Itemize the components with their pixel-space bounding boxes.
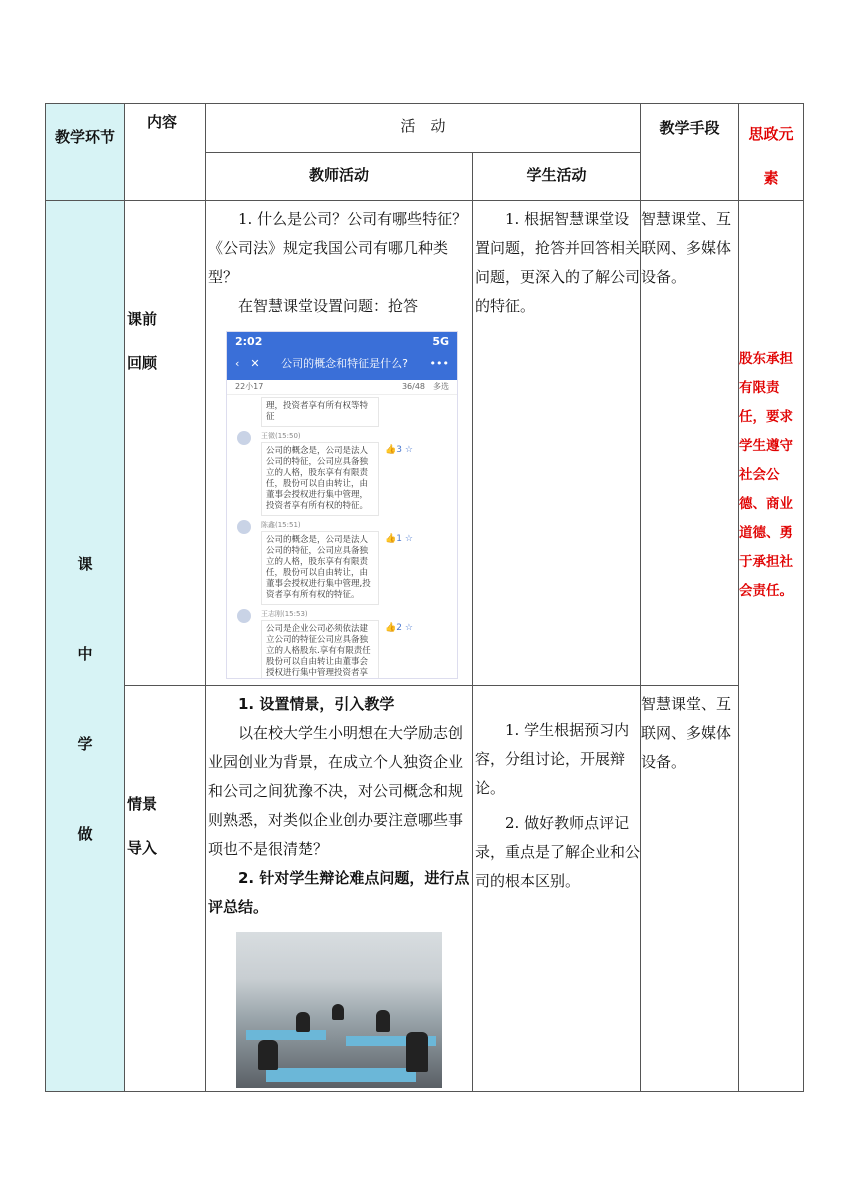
header-student: 学生活动 [473,152,641,201]
row2-means: 智慧课堂、互联网、多媒体设备。 [641,686,739,1092]
lesson-plan-table [45,103,804,1092]
avatar [237,609,251,623]
row2-content: 情景导入 [125,686,206,1092]
header-stage: 教学环节 [46,104,125,201]
row2-student: 1. 学生根据预习内容，分组讨论，开展辩论。 2. 做好教师点评记录，重点是了解企业和公司的根本区别。 [473,686,641,1092]
header-means: 教学手段 [641,104,739,201]
phone-titlebar: 2:02 5G ‹ ✕ 公司的概念和特征是什么? ••• [227,332,457,380]
classroom-photo [236,932,442,1088]
phone-subbar: 22小17 36/48 多选 [227,380,457,395]
stage-cell [46,201,125,1092]
answer-fragment: 理，投资者享有所有权等特征 [261,397,449,427]
row1-means: 智慧课堂、互联网、多媒体设备。 [641,201,739,686]
row2-teacher: 1. 设置情景，引入教学 以在校大学生小明想在大学励志创业园创业为背景，在成立个人独资企业和公司之间犹豫不决，对公司概念和规则熟悉，对类似企业创办要注意哪些事项也不是很清楚？ 2. 针对学生辩论难点问题，进行点评总结。 [206,686,473,1092]
thumbs-up-icon: 👍1 ☆ [385,534,413,544]
thumbs-up-icon: 👍2 ☆ [385,623,413,633]
stage-char: 做 [77,825,93,843]
header-ideology: 思政元素 [739,104,804,201]
thumbs-up-icon: 👍3 ☆ [385,445,413,455]
row1-teacher: 1. 什么是公司？公司有哪些特征？《公司法》规定我国公司有哪几种类型？ 在智慧课堂设置问题：抢答 2:02 5G ‹ ✕ 公司的概念和特征是什么? ••• 22小17 36/48 多选 理，投资者享有所有权等特征 王微(15:50) 公司的概念是，公司是法人公司的特征，公司应具备独立的人格，股东享有有限责任，股份可以自由转让，由董事会授权进行集中管理，投资者享有所有权的特征。 👍3 ☆ 陈鑫(15:51) 公司的概念是，公司是法人公司的特征，公司应具备独立的人格，股东享有有限责任，股份可以自由转让，由董事会授权进行集中管理,投资者享有所有权的特征。 👍1 ☆ 王志刚(15:53) 公司是企业公司必须依法建立公司的特征公司应具备独立的人格股东.享有有限责任股份可以自由转让由董事会授权进行集中管理投资者享 👍2 ☆ [206,201,473,686]
avatar [237,520,251,534]
more-icon: ••• [429,357,449,370]
header-content: 内容 [125,104,206,201]
row1-student: 1. 根据智慧课堂设置问题，抢答并回答相关问题，更深入的了解公司的特征。 [473,201,641,686]
avatar [237,431,251,445]
header-activity: 活 动 [206,104,641,153]
answer-item: 王志刚(15:53) 公司是企业公司必须依法建立公司的特征公司应具备独立的人格股东.享有有限责任股份可以自由转让由董事会授权进行集中管理投资者享 👍2 ☆ [261,609,449,679]
ideology-cell: 股东承担有限责任，要求学生遵守社会公德、商业道德、勇于承担社会责任。 [739,201,804,1092]
stage-char: 学 [77,735,93,753]
stage-char: 中 [77,645,93,663]
row1-content: 课前回顾 [125,201,206,686]
back-icon: ‹ ✕ [235,357,260,370]
header-teacher: 教师活动 [206,152,473,201]
answer-item: 陈鑫(15:51) 公司的概念是，公司是法人公司的特征，公司应具备独立的人格，股东享有有限责任，股份可以自由转让，由董事会授权进行集中管理,投资者享有所有权的特征。 👍1 ☆ [261,520,449,605]
phone-screenshot [226,331,458,679]
stage-char: 课 [77,555,93,573]
answer-item: 王微(15:50) 公司的概念是，公司是法人公司的特征，公司应具备独立的人格，股东享有有限责任，股份可以自由转让，由董事会授权进行集中管理，投资者享有所有权的特征。 👍3 ☆ [261,431,449,516]
